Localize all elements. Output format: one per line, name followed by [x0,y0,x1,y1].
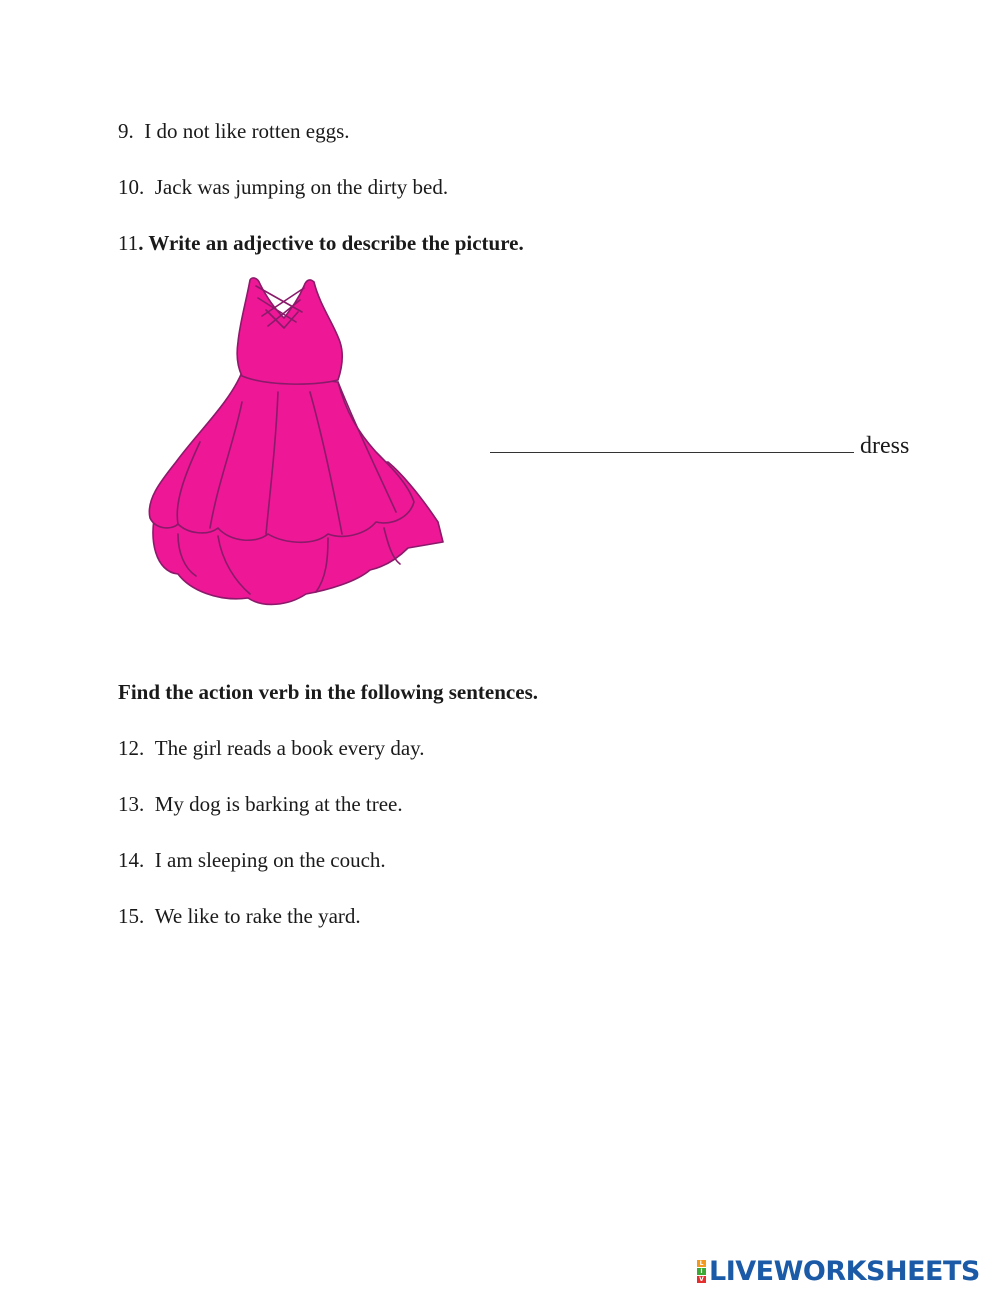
dress-skirt [149,372,414,542]
item-number: 12. [118,736,145,760]
sentence-item-12 [118,735,425,761]
sentence-item-13 [118,791,403,817]
answer-blank[interactable] [490,430,854,453]
logo-box-i: I [697,1268,706,1275]
logo-boxes [697,1260,706,1283]
item-number: 10. [118,175,145,199]
logo-word: LIVEWORKSHEETS [709,1255,980,1287]
item-text: I do not like rotten eggs. [144,119,350,143]
item-text: We like to rake the yard. [154,904,361,928]
dress-picture [138,272,450,610]
question-11 [118,230,524,256]
item-text: The girl reads a book every day. [154,736,425,760]
item-number: 13. [118,792,145,816]
sentence-item-10 [118,174,448,200]
item-number: 15. [118,904,145,928]
sentence-item-14 [118,847,386,873]
sentence-item-9 [118,118,350,144]
question-text: . Write an adjective to describe the picture. [138,231,524,255]
item-number: 9. [118,119,134,143]
sentence-item-15 [118,903,361,929]
dress-bodice [237,278,342,384]
item-text: My dog is barking at the tree. [154,792,403,816]
logo-box-v: V [697,1276,706,1283]
answer-suffix: dress [860,433,910,459]
item-text: I am sleeping on the couch. [154,848,386,872]
adjective-answer-row [490,430,909,461]
logo-box-l: L [697,1260,706,1267]
item-number: 14. [118,848,145,872]
section-heading: Find the action verb in the following sentences. [118,680,538,704]
item-number: 11 [118,231,139,255]
item-text: Jack was jumping on the dirty bed. [154,175,449,199]
liveworksheets-logo [697,1256,980,1286]
